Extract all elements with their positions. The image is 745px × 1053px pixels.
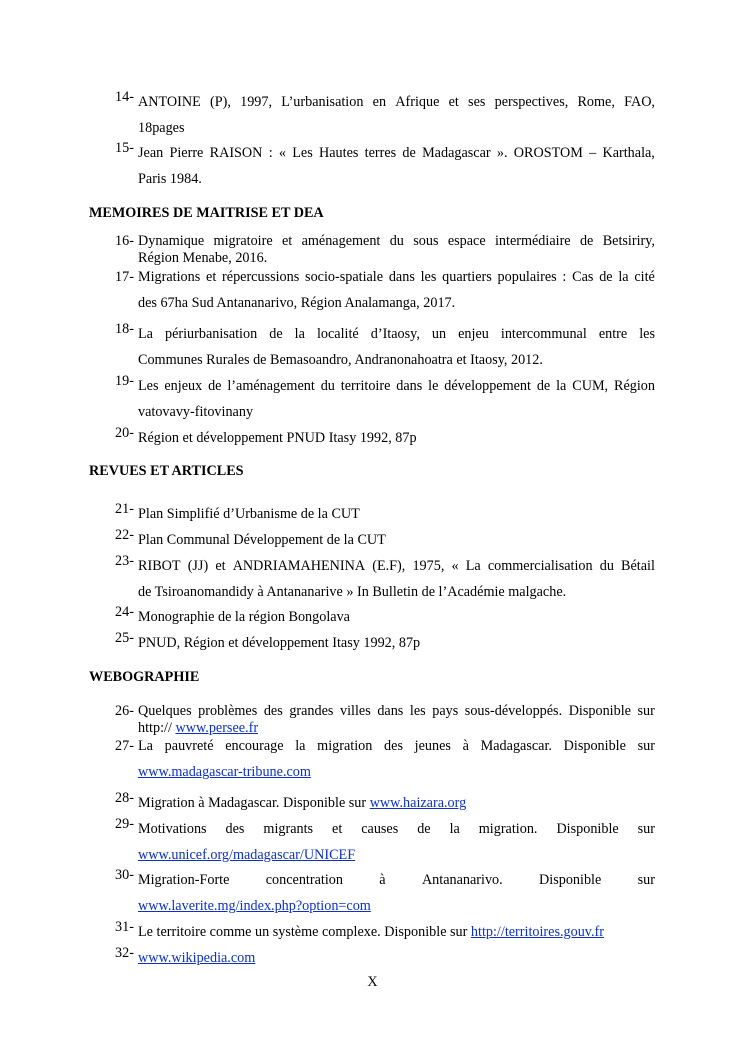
item-line-2 bbox=[138, 893, 655, 919]
link-laverite[interactable]: www.laverite.mg/index.php?option=com bbox=[138, 898, 371, 914]
item-line-2: Paris 1984. bbox=[138, 171, 202, 187]
link-unicef[interactable]: www.unicef.org/madagascar/UNICEF bbox=[138, 847, 356, 863]
item-text bbox=[138, 89, 655, 141]
item-number: 18- bbox=[115, 321, 134, 337]
item-number: 26- bbox=[115, 703, 134, 719]
item-number: 25- bbox=[115, 630, 134, 646]
item-line-1 bbox=[138, 790, 655, 816]
item-number: 23- bbox=[115, 553, 134, 569]
page-number: X bbox=[367, 974, 378, 990]
item-line-1 bbox=[138, 919, 655, 945]
item-line-1: Les enjeux de l’aménagement du territoire dans le développement de la CUM, Région bbox=[138, 378, 655, 394]
item-number: 22- bbox=[115, 527, 134, 543]
item-line-1: Plan Communal Développement de la CUT bbox=[138, 532, 386, 548]
item-number: 31- bbox=[115, 919, 134, 935]
section-heading-revues: REVUES ET ARTICLES bbox=[89, 463, 244, 479]
item-line-2: des 67ha Sud Antananarivo, Région Analamanga, 2017. bbox=[138, 295, 456, 311]
item-number: 29- bbox=[115, 816, 134, 832]
item-line-1: ANTOINE (P), 1997, L’urbanisation en Afrique et ses perspectives, Rome, FAO, bbox=[138, 94, 655, 110]
item-number: 15- bbox=[115, 140, 134, 156]
item-line-1: Dynamique migratoire et aménagement du sous espace intermédiaire de Betsiriry, bbox=[138, 233, 655, 249]
item-number: 16- bbox=[115, 233, 134, 249]
item-number: 30- bbox=[115, 867, 134, 883]
item-line-1: La pauvreté encourage la migration des jeunes à Madagascar. Disponible sur bbox=[138, 738, 655, 754]
item-line-1: Jean Pierre RAISON : « Les Hautes terres de Madagascar ». OROSTOM – Karthala, bbox=[138, 145, 655, 161]
item-line-1: Quelques problèmes des grandes villes dans les pays sous-développés. Disponible sur bbox=[138, 703, 655, 719]
item-text bbox=[138, 321, 655, 373]
item-text bbox=[138, 527, 655, 553]
item-text bbox=[138, 945, 655, 971]
item-text bbox=[138, 425, 655, 451]
item-label: Migration à Madagascar. Disponible sur bbox=[138, 795, 370, 811]
item-number: 27- bbox=[115, 738, 134, 754]
item-number: 32- bbox=[115, 945, 134, 961]
item-line-1: RIBOT (JJ) et ANDRIAMAHENINA (E.F), 1975, « La commercialisation du Bétail bbox=[138, 558, 655, 574]
link-territoires[interactable]: http://territoires.gouv.fr bbox=[470, 924, 604, 940]
item-line-1: Monographie de la région Bongolava bbox=[138, 609, 350, 625]
item-line-2: Région Menabe, 2016. bbox=[138, 250, 268, 266]
link-persee[interactable]: www.persee.fr bbox=[175, 720, 259, 736]
item-number: 20- bbox=[115, 425, 134, 441]
item-text bbox=[138, 373, 655, 425]
item-line-2: de Tsiroanomandidy à Antananarive » In Bulletin de l’Académie malgache. bbox=[138, 584, 567, 600]
item-number: 28- bbox=[115, 790, 134, 806]
item-text bbox=[138, 919, 655, 945]
url-prefix: http:// bbox=[138, 720, 176, 736]
item-number: 21- bbox=[115, 501, 134, 517]
link-haizara[interactable]: www.haizara.org bbox=[369, 795, 467, 811]
item-number: 19- bbox=[115, 373, 134, 389]
link-wikipedia[interactable]: www.wikipedia.com bbox=[138, 950, 256, 966]
item-line-2 bbox=[138, 759, 655, 785]
item-line-2: vatovavy-fitovinany bbox=[138, 404, 254, 420]
item-line-1: Motivations des migrants et causes de la migration. Disponible sur bbox=[138, 821, 655, 837]
item-text bbox=[138, 703, 655, 737]
item-line-1: PNUD, Région et développement Itasy 1992, 87p bbox=[138, 635, 421, 651]
item-number: 17- bbox=[115, 269, 134, 285]
item-line-1: La périurbanisation de la localité d’Itaosy, un enjeu intercommunal entre les bbox=[138, 326, 655, 342]
item-text bbox=[138, 630, 655, 656]
item-text bbox=[138, 816, 655, 868]
item-text bbox=[138, 264, 655, 316]
item-line-1 bbox=[138, 945, 655, 971]
item-text bbox=[138, 604, 655, 630]
item-line-1: Plan Simplifié d’Urbanisme de la CUT bbox=[138, 506, 360, 522]
item-line-2 bbox=[138, 842, 655, 868]
item-line-2: 18pages bbox=[138, 120, 185, 136]
item-text bbox=[138, 790, 655, 816]
item-line-1: Migration-Forte concentration à Antananarivo. Disponible sur bbox=[138, 872, 655, 888]
item-text bbox=[138, 733, 655, 785]
item-number: 14- bbox=[115, 89, 134, 105]
item-label: Le territoire comme un système complexe. Disponible sur bbox=[138, 924, 471, 940]
item-text bbox=[138, 501, 655, 527]
item-text bbox=[138, 140, 655, 192]
item-line-1: Région et développement PNUD Itasy 1992, 87p bbox=[138, 430, 417, 446]
section-heading-memoires: MEMOIRES DE MAITRISE ET DEA bbox=[89, 205, 324, 221]
item-line-2: Communes Rurales de Bemasoandro, Andranonahoatra et Itaosy, 2012. bbox=[138, 352, 543, 368]
item-line-1: Migrations et répercussions socio-spatiale dans les quartiers populaires : Cas de la cité bbox=[138, 269, 655, 285]
item-text bbox=[138, 553, 655, 605]
item-text bbox=[138, 233, 655, 267]
link-madagascar-tribune[interactable]: www.madagascar-tribune.com bbox=[138, 764, 311, 780]
item-text bbox=[138, 867, 655, 919]
section-heading-webographie: WEBOGRAPHIE bbox=[89, 669, 200, 685]
item-number: 24- bbox=[115, 604, 134, 620]
